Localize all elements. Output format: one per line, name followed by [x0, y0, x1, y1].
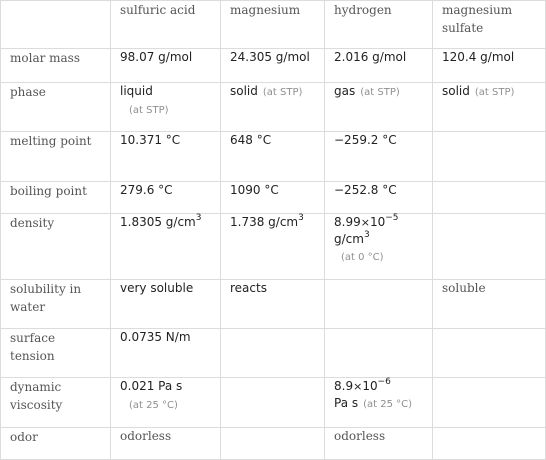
table-cell — [325, 214, 433, 280]
unit — [334, 395, 423, 413]
table-cell: odorless — [325, 428, 433, 460]
table-cell — [433, 83, 546, 132]
table-cell: −252.8 °C — [325, 182, 433, 214]
table-row — [1, 280, 546, 329]
scientific-value — [334, 214, 423, 231]
row-label-surface-tension: surface tension — [1, 329, 111, 378]
unit-exponent: 3 — [298, 213, 304, 223]
column-header-magnesium-sulfate: magnesium sulfate — [433, 1, 546, 49]
condition-note: (at 25 °C) — [363, 399, 413, 410]
table-cell — [433, 329, 546, 378]
unit-exponent: 3 — [195, 213, 202, 223]
unit-exponent: 3 — [363, 230, 370, 240]
mantissa: 8.9 — [334, 379, 354, 393]
table-cell: 1090 °C — [221, 182, 325, 214]
base: 10 — [369, 215, 386, 229]
table-cell: 10.371 °C — [111, 132, 221, 182]
condition-note: (at 25 °C) — [129, 400, 178, 411]
table-row — [1, 83, 546, 132]
row-label-molar-mass: molar mass — [1, 49, 111, 83]
table-cell: 279.6 °C — [111, 182, 221, 214]
condition-note: (at STP) — [262, 87, 303, 98]
table-row — [1, 329, 546, 378]
table-cell — [221, 214, 325, 280]
condition-note: (at STP) — [129, 105, 169, 116]
cell-value: 1.738 g/cm — [230, 215, 299, 229]
table-cell — [433, 182, 546, 214]
table-cell: 2.016 g/mol — [325, 49, 433, 83]
table-cell — [433, 214, 546, 280]
row-label-dynamic-viscosity: dynamic viscosity — [1, 378, 111, 428]
row-label-boiling-point: boiling point — [1, 182, 111, 214]
cell-value: 1.8305 g/cm — [120, 215, 196, 229]
header-row — [1, 1, 546, 49]
row-label-solubility-in-water: solubility in water — [1, 280, 111, 329]
unit-text: g/cm — [334, 232, 364, 246]
row-label-odor: odor — [1, 428, 111, 460]
condition-note: (at STP) — [474, 87, 515, 98]
table-row — [1, 49, 546, 83]
table-row — [1, 132, 546, 182]
exponent: −6 — [377, 377, 391, 387]
condition-note: (at 0 °C) — [341, 252, 384, 263]
table-row — [1, 214, 546, 280]
table-cell — [433, 428, 546, 460]
table-row — [1, 182, 546, 214]
table-row — [1, 428, 546, 460]
table-cell: 648 °C — [221, 132, 325, 182]
exponent: −5 — [385, 213, 399, 223]
cell-value: gas — [334, 84, 356, 98]
cell-value: solid — [230, 84, 258, 98]
row-label-phase: phase — [1, 83, 111, 132]
cell-value: 0.021 Pa s — [120, 379, 183, 393]
mantissa: 8.99 — [334, 215, 361, 229]
table-cell — [111, 83, 221, 132]
table-cell — [325, 83, 433, 132]
table-cell — [433, 132, 546, 182]
table-cell: soluble — [433, 280, 546, 329]
table-cell — [221, 329, 325, 378]
column-header-sulfuric-acid: sulfuric acid — [111, 1, 221, 49]
scientific-value — [334, 378, 423, 395]
condition-note: (at STP) — [360, 87, 400, 98]
table-cell — [433, 378, 546, 428]
column-header-magnesium: magnesium — [221, 1, 325, 49]
column-header-hydrogen: hydrogen — [325, 1, 433, 49]
table-cell: 0.0735 N/m — [111, 329, 221, 378]
cell-value: solid — [442, 84, 470, 98]
table-cell: very soluble — [111, 280, 221, 329]
unit-text: Pa s — [334, 396, 359, 410]
table-cell — [221, 83, 325, 132]
times-sign: × — [353, 380, 363, 393]
table-cell — [111, 378, 221, 428]
table-cell — [325, 378, 433, 428]
table-cell: odorless — [111, 428, 221, 460]
table-cell — [221, 428, 325, 460]
table-cell: 120.4 g/mol — [433, 49, 546, 83]
table-cell: 24.305 g/mol — [221, 49, 325, 83]
table-cell: −259.2 °C — [325, 132, 433, 182]
row-label-melting-point: melting point — [1, 132, 111, 182]
table-cell: 98.07 g/mol — [111, 49, 221, 83]
table-cell — [325, 280, 433, 329]
corner-cell — [1, 1, 111, 49]
times-sign: × — [360, 216, 370, 229]
table-cell — [221, 378, 325, 428]
table-cell — [111, 214, 221, 280]
table-row — [1, 378, 546, 428]
cell-value: liquid — [120, 84, 153, 98]
row-label-density: density — [1, 214, 111, 280]
unit — [334, 231, 423, 248]
table-cell — [325, 329, 433, 378]
base: 10 — [362, 379, 378, 393]
table-cell: reacts — [221, 280, 325, 329]
